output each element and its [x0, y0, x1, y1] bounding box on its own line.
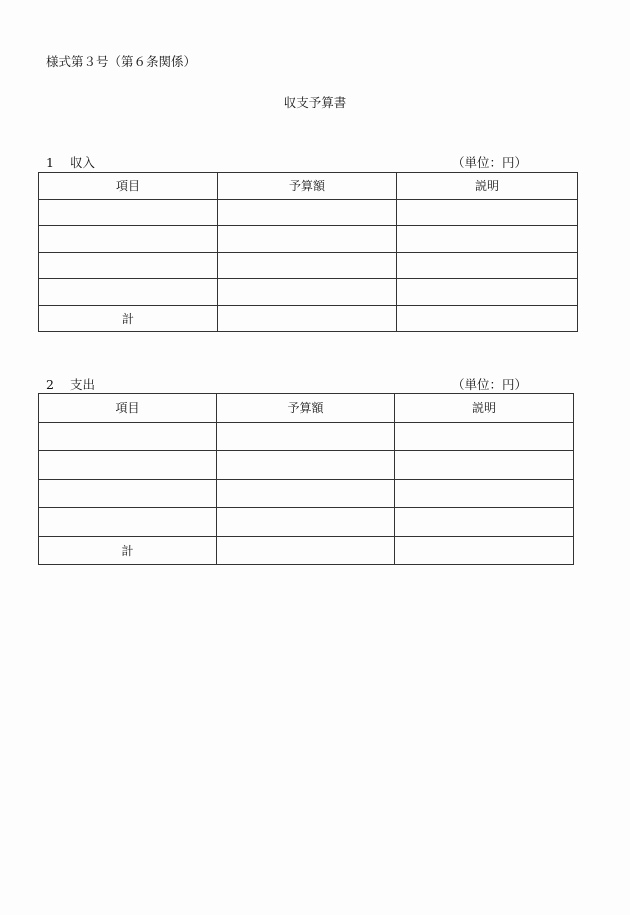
description-cell[interactable] — [395, 451, 574, 480]
budget-amount-cell[interactable] — [217, 508, 395, 537]
description-cell[interactable] — [397, 226, 578, 253]
total-row — [39, 536, 574, 565]
description-cell[interactable] — [395, 422, 574, 451]
income-unit-note: （単位：円） — [452, 155, 528, 170]
item-cell[interactable] — [39, 422, 217, 451]
expense-section-number: 2 — [46, 377, 54, 392]
table-row — [39, 479, 574, 508]
budget-amount-cell[interactable] — [218, 226, 397, 253]
description-cell[interactable] — [397, 279, 578, 306]
total-row — [39, 305, 578, 332]
item-cell[interactable] — [39, 451, 217, 480]
table-row — [39, 422, 574, 451]
description-cell[interactable] — [397, 252, 578, 279]
budget-amount-cell[interactable] — [217, 479, 395, 508]
income-section-title: 収入 — [70, 155, 96, 170]
header-item: 項目 — [39, 394, 217, 423]
budget-amount-cell[interactable] — [217, 451, 395, 480]
document-title: 収支予算書 — [283, 95, 347, 110]
table-header-row — [39, 394, 574, 423]
budget-amount-cell[interactable] — [217, 422, 395, 451]
description-cell[interactable] — [395, 479, 574, 508]
header-item: 項目 — [39, 173, 218, 200]
income-section-number: 1 — [46, 155, 54, 170]
header-budget-amount: 予算額 — [217, 394, 395, 423]
table-row — [39, 451, 574, 480]
expense-section-title: 支出 — [70, 377, 96, 392]
item-cell[interactable] — [39, 252, 218, 279]
item-cell[interactable] — [39, 508, 217, 537]
total-label: 計 — [39, 536, 217, 565]
header-description: 説明 — [395, 394, 574, 423]
total-description-cell[interactable] — [395, 536, 574, 565]
item-cell[interactable] — [39, 199, 218, 226]
item-cell[interactable] — [39, 226, 218, 253]
total-budget-amount-cell[interactable] — [218, 305, 397, 332]
item-cell[interactable] — [39, 279, 218, 306]
header-budget-amount: 予算額 — [218, 173, 397, 200]
table-row — [39, 252, 578, 279]
table-header-row — [39, 173, 578, 200]
description-cell[interactable] — [397, 199, 578, 226]
expense-table — [38, 393, 574, 565]
budget-amount-cell[interactable] — [218, 199, 397, 226]
form-number: 様式第３号（第６条関係） — [46, 54, 197, 69]
income-table — [38, 172, 578, 332]
budget-amount-cell[interactable] — [218, 252, 397, 279]
table-row — [39, 199, 578, 226]
header-description: 説明 — [397, 173, 578, 200]
description-cell[interactable] — [395, 508, 574, 537]
expense-section-heading — [46, 375, 95, 393]
income-section-heading — [46, 153, 95, 171]
table-row — [39, 226, 578, 253]
table-row — [39, 279, 578, 306]
total-budget-amount-cell[interactable] — [217, 536, 395, 565]
table-row — [39, 508, 574, 537]
budget-amount-cell[interactable] — [218, 279, 397, 306]
total-label: 計 — [39, 305, 218, 332]
expense-unit-note: （単位：円） — [452, 377, 528, 392]
total-description-cell[interactable] — [397, 305, 578, 332]
item-cell[interactable] — [39, 479, 217, 508]
